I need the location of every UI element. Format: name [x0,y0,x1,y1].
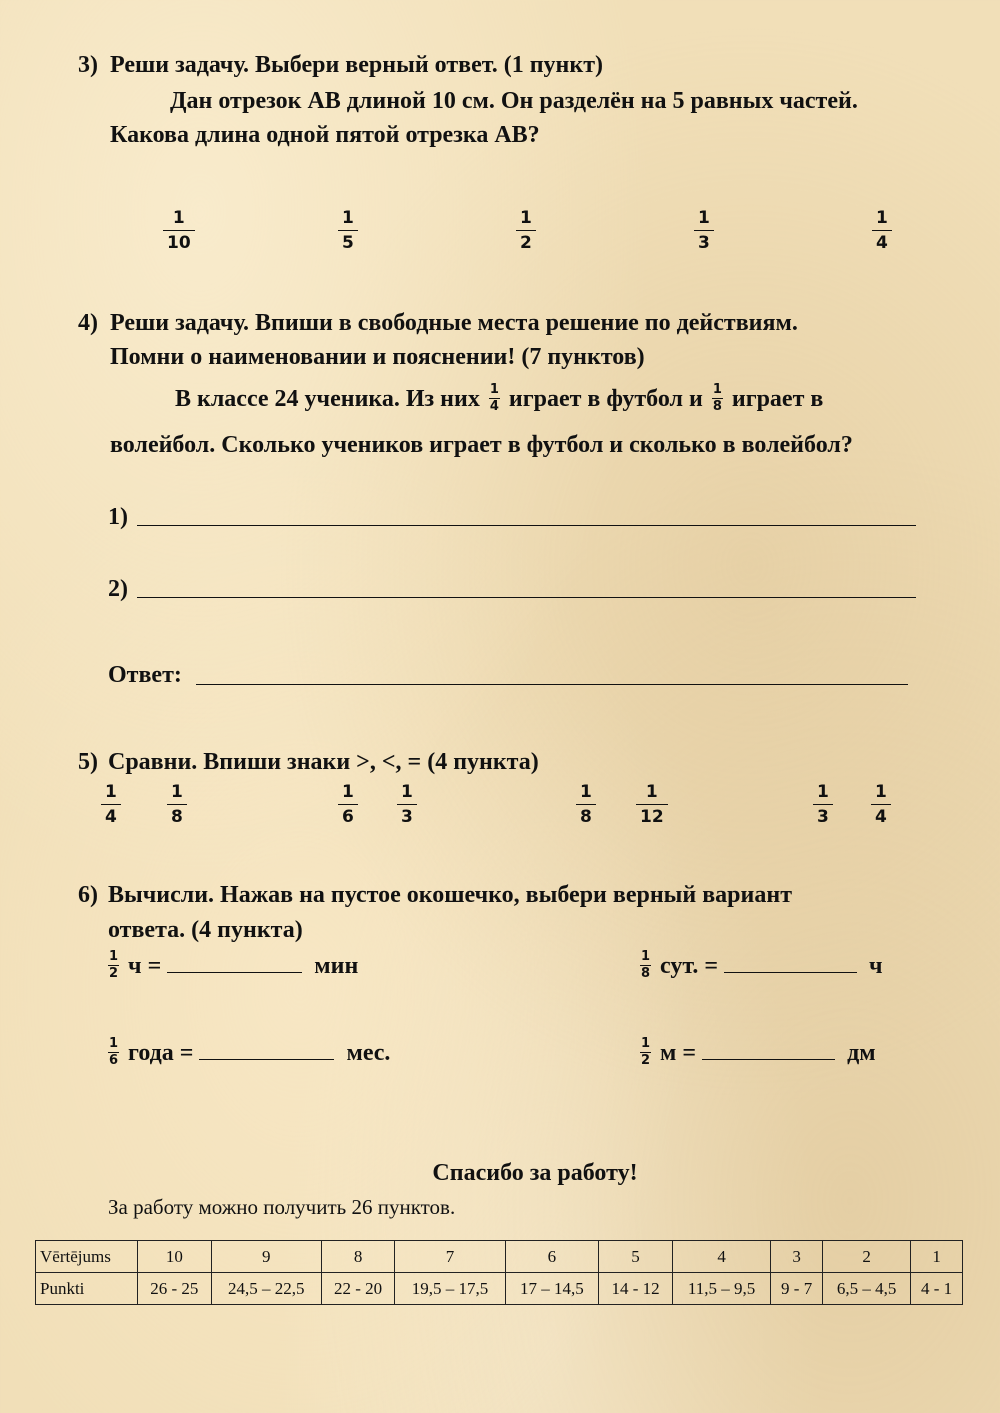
q6-item1-answer-box[interactable] [167,950,302,973]
grade-cell: 8 [321,1241,395,1273]
q6-item1-fraction: $\frac{1}{2}$ [109,948,119,981]
grade-cell: 3 [771,1241,823,1273]
q4-text-line2: волейбол. Сколько учеников играет в футбол и сколько в волейбол? [110,432,853,458]
q5-pair1-left: 1 4 [101,782,121,827]
q6-item2-unit-right: ч [869,953,883,979]
q3-text-line1: Дан отрезок АВ длиной 10 см. Он разделён на 5 равных частей. [170,88,858,114]
grade-table [35,1240,963,1305]
q6-item3-unit-left: года = [128,1040,194,1066]
grade-cell: 1 [911,1241,963,1273]
q6-item3-fraction: $\frac{1}{6}$ [109,1035,119,1068]
q4-fraction-football: $\frac{1}{4}$ [489,381,499,414]
q6-item2-answer-box[interactable] [724,950,857,973]
q4-step1-input-line[interactable] [137,525,916,526]
q3-title: Реши задачу. Выбери верный ответ. (1 пункт) [110,52,603,78]
q6-item3-unit-right: мес. [346,1040,391,1066]
q6-item2-unit-left: сут. = [660,953,719,979]
q6-item1-unit-left: ч = [128,953,162,979]
points-cell: 17 – 14,5 [505,1273,599,1305]
q3-option-5[interactable]: 1 4 [872,208,892,253]
q4-answer-input-line[interactable] [196,684,908,685]
q5-pair3-right: 1 12 [636,782,668,827]
grade-cell: 4 [672,1241,770,1273]
q4-text-part3: играет в [731,386,824,412]
q6-item4-answer-box[interactable] [702,1037,835,1060]
points-cell: 26 - 25 [138,1273,212,1305]
grade-cell: 6 [505,1241,599,1273]
q5-pair3-left: 1 8 [576,782,596,827]
points-cell: 19,5 – 17,5 [395,1273,505,1305]
q6-item2-fraction: $\frac{1}{8}$ [641,948,651,981]
q3-option-4[interactable]: 1 3 [694,208,714,253]
thanks-heading: Спасибо за работу! [432,1160,638,1186]
q5-pair4-right: 1 4 [871,782,891,827]
q5-pair2-right: 1 3 [397,782,417,827]
grade-cell: 7 [395,1241,505,1273]
points-cell: 9 - 7 [771,1273,823,1305]
grade-cell: 10 [138,1241,212,1273]
q6-item4-unit-left: м = [660,1040,697,1066]
points-cell: 4 - 1 [911,1273,963,1305]
q4-text-part2: играет в футбол и [508,386,703,412]
q6-item1 [105,950,358,983]
points-cell: 22 - 20 [321,1273,395,1305]
q3-text-line2: Какова длина одной пятой отрезка АВ? [110,122,540,148]
points-cell: 24,5 – 22,5 [211,1273,321,1305]
points-cell: 6,5 – 4,5 [822,1273,910,1305]
grade-cell: 9 [211,1241,321,1273]
q4-title-line2: Помни о наименовании и пояснении! (7 пунктов) [110,344,645,370]
points-row [36,1273,963,1305]
q4-answer-label: Ответ: [108,662,182,688]
grade-row [36,1241,963,1273]
q4-text-line1 [175,381,824,416]
grade-cell: 5 [599,1241,673,1273]
q4-text-part1: В классе 24 ученика. Из них [175,386,480,412]
q6-item4 [637,1037,876,1070]
q4-number: 4) [78,310,98,336]
q3-number: 3) [78,52,98,78]
points-row-label: Punkti [36,1273,138,1305]
q3-option-1[interactable]: 1 10 [163,208,195,253]
points-note: За работу можно получить 26 пунктов. [108,1195,456,1219]
q6-title-line2: ответа. (4 пункта) [108,917,303,943]
q6-item4-fraction: $\frac{1}{2}$ [641,1035,651,1068]
q6-item3-answer-box[interactable] [199,1037,334,1060]
q5-title: Сравни. Впиши знаки >, <, = (4 пункта) [108,749,539,775]
grade-row-label: Vērtējums [36,1241,138,1273]
q4-title-line1: Реши задачу. Впиши в свободные места решение по действиям. [110,310,798,336]
q5-pair4-left: 1 3 [813,782,833,827]
q6-item1-unit-right: мин [314,953,359,979]
q4-step2-label: 2) [108,576,128,602]
points-cell: 14 - 12 [599,1273,673,1305]
q3-option-3[interactable]: 1 2 [516,208,536,253]
q6-item4-unit-right: дм [847,1040,876,1066]
q5-pair2-left: 1 6 [338,782,358,827]
q4-step1-label: 1) [108,504,128,530]
q6-item3 [105,1037,390,1070]
points-cell: 11,5 – 9,5 [672,1273,770,1305]
grade-cell: 2 [822,1241,910,1273]
q5-pair1-right: 1 8 [167,782,187,827]
q6-item2 [637,950,883,983]
q3-option-2[interactable]: 1 5 [338,208,358,253]
q5-number: 5) [78,749,98,775]
q6-number: 6) [78,882,98,908]
q4-fraction-volleyball: $\frac{1}{8}$ [712,381,722,414]
q4-step2-input-line[interactable] [137,597,916,598]
q6-title-line1: Вычисли. Нажав на пустое окошечко, выбери верный вариант [108,882,792,908]
